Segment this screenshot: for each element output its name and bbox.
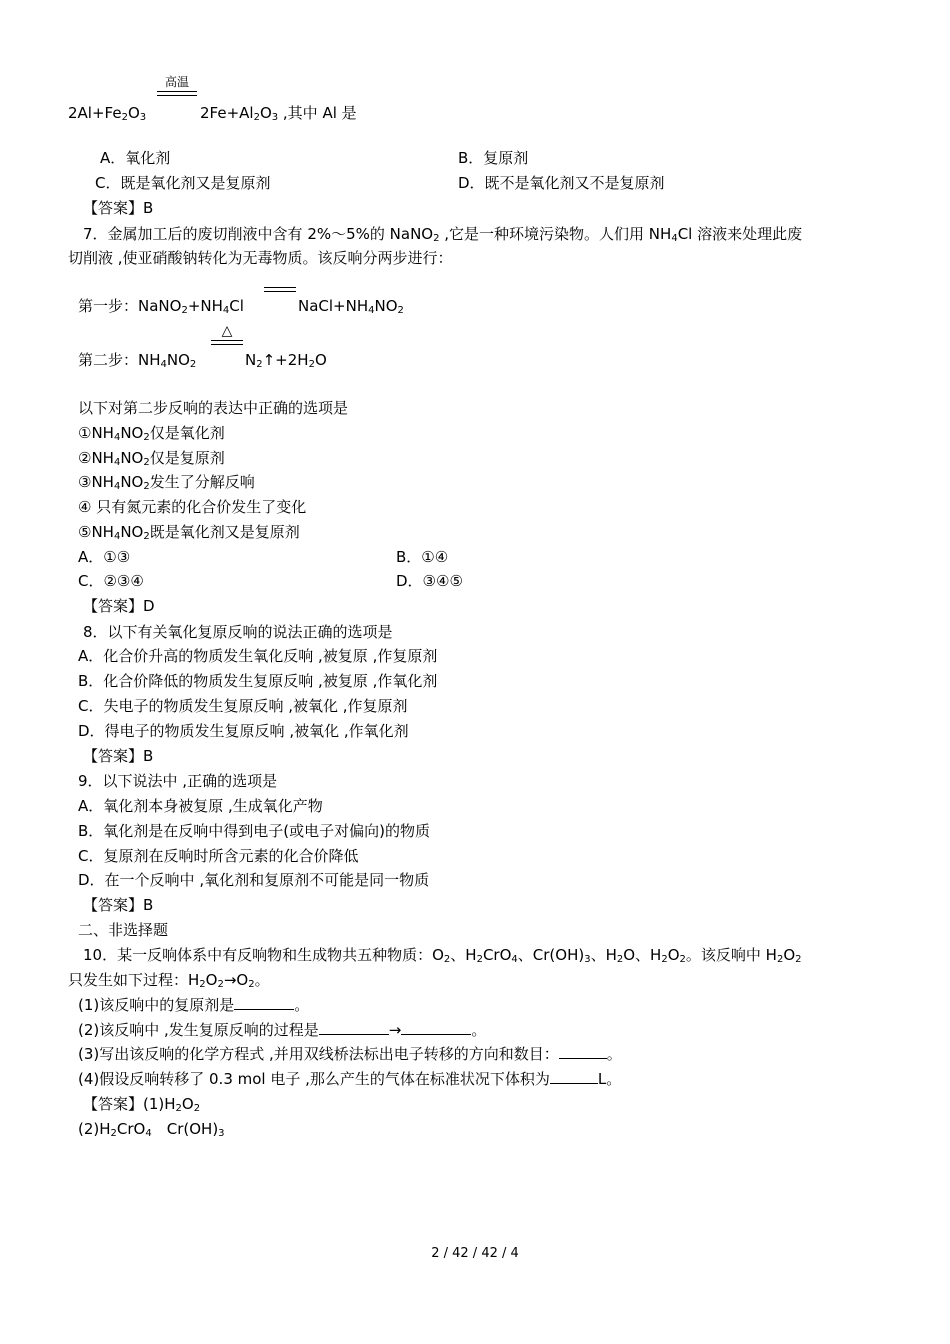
answer-blank[interactable] [401, 1020, 471, 1035]
statement-1: $①NH_4NO_2$仅是氧化剂 [78, 424, 225, 443]
answer-blank[interactable] [234, 995, 294, 1010]
answer: 【答案】B [83, 896, 154, 914]
equals-sign [211, 340, 243, 345]
equation-rhs: $2Fe+Al_2O_3$ ,其中 Al 是 [200, 104, 357, 123]
question-8-stem: 8．以下有关氧化复原反响的说法正确的选项是 [83, 623, 393, 641]
option-a: A．氧化剂 [100, 149, 171, 167]
part-1: (1)该反响中的复原剂是 。 [78, 996, 310, 1014]
section-heading: 二、非选择题 [78, 921, 169, 939]
equals-sign [157, 91, 197, 96]
equation-lhs: $2Al+Fe_2O_3$ [68, 104, 147, 123]
option-b: B．化合价降低的物质发生复原反响 ,被复原 ,作氧化剂 [78, 672, 438, 690]
question-7-line-1: 7．金属加工后的废切削液中含有 2%～5%的 NaNO$_2$ ,它是一种环境污染物。人们用 $NH_4Cl$ 溶液来处理此废 [83, 225, 803, 244]
option-d: D．在一个反响中 ,氧化剂和复原剂不可能是同一物质 [78, 871, 430, 889]
step-2-rhs: $N_2↑+2H_2O$ [245, 351, 327, 370]
part-2: (2)该反响中 ,发生复原反响的过程是 → 。 [78, 1021, 487, 1039]
option-b: B．氧化剂是在反响中得到电子(或电子对偏向)的物质 [78, 822, 430, 840]
option-b: B．①④ [396, 548, 449, 566]
answer-continued: $(2)H_2CrO_4$ $Cr(OH)_3$ [78, 1120, 225, 1139]
part-4: (4)假设反响转移了 0.3 mol 电子 ,那么产生的气体在标准状况下体积为 L。 [78, 1070, 622, 1088]
statement-3: $③NH_4NO_2$发生了分解反响 [78, 473, 255, 492]
equals-sign [264, 287, 296, 292]
step-2-lhs: 第二步：$NH_4NO_2$ [78, 351, 197, 370]
question-7-stem: 以下对第二步反响的表达中正确的选项是 [78, 399, 349, 417]
part-3: (3)写出该反响的化学方程式 ,并用双线桥法标出电子转移的方向和数目： 。 [78, 1045, 622, 1063]
step-1-rhs: $NaCl+NH_4NO_2$ [298, 297, 404, 316]
answer: 【答案】B [83, 747, 154, 765]
question-9-stem: 9．以下说法中 ,正确的选项是 [78, 772, 278, 790]
statement-5: $⑤NH_4NO_2$既是氧化剂又是复原剂 [78, 523, 300, 542]
option-a: A．氧化剂本身被复原 ,生成氧化产物 [78, 797, 323, 815]
statement-4: ④ 只有氮元素的化合价发生了变化 [78, 498, 307, 516]
step-1-lhs: 第一步：$NaNO_2+NH_4Cl$ [78, 297, 244, 316]
page-number: 2 / 42 / 42 / 4 [431, 1246, 519, 1261]
option-c: C．既是氧化剂又是复原剂 [95, 174, 271, 192]
option-d: D．得电子的物质发生复原反响 ,被氧化 ,作氧化剂 [78, 722, 409, 740]
option-c: C．②③④ [78, 572, 144, 590]
option-a: A．①③ [78, 548, 131, 566]
option-b: B．复原剂 [458, 149, 529, 167]
question-10-line-2: 只发生如下过程：$H_2O_2\to O_2$。 [68, 971, 270, 990]
heat-symbol: △ [221, 323, 233, 339]
option-c: C．复原剂在反响时所含元素的化合价降低 [78, 847, 359, 865]
option-c: C．失电子的物质发生复原反响 ,被氧化 ,作复原剂 [78, 697, 408, 715]
statement-2: $②NH_4NO_2$仅是复原剂 [78, 449, 225, 468]
answer: 【答案】D [83, 597, 155, 615]
option-d: D．③④⑤ [396, 572, 463, 590]
option-a: A．化合价升高的物质发生氧化反响 ,被复原 ,作复原剂 [78, 647, 438, 665]
reaction-condition: 高温 [164, 75, 189, 89]
question-10-line-1: 10．某一反响体系中有反响物和生成物共五种物质：$O_2$、$H_2CrO_4$、$Cr(OH)_3$、$H_2O$、$H_2O_2$。该反响中 $H_2O_2$ [83, 946, 802, 965]
question-7-line-2: 切削液 ,使亚硝酸钠转化为无毒物质。该反响分两步进行： [68, 249, 453, 267]
answer: 【答案】$(1)H_2O_2$ [83, 1095, 201, 1114]
answer-blank[interactable] [550, 1069, 598, 1084]
answer-blank[interactable] [319, 1020, 389, 1035]
answer-blank[interactable] [559, 1044, 607, 1059]
answer: 【答案】B [83, 199, 154, 217]
option-d: D．既不是氧化剂又不是复原剂 [458, 174, 665, 192]
